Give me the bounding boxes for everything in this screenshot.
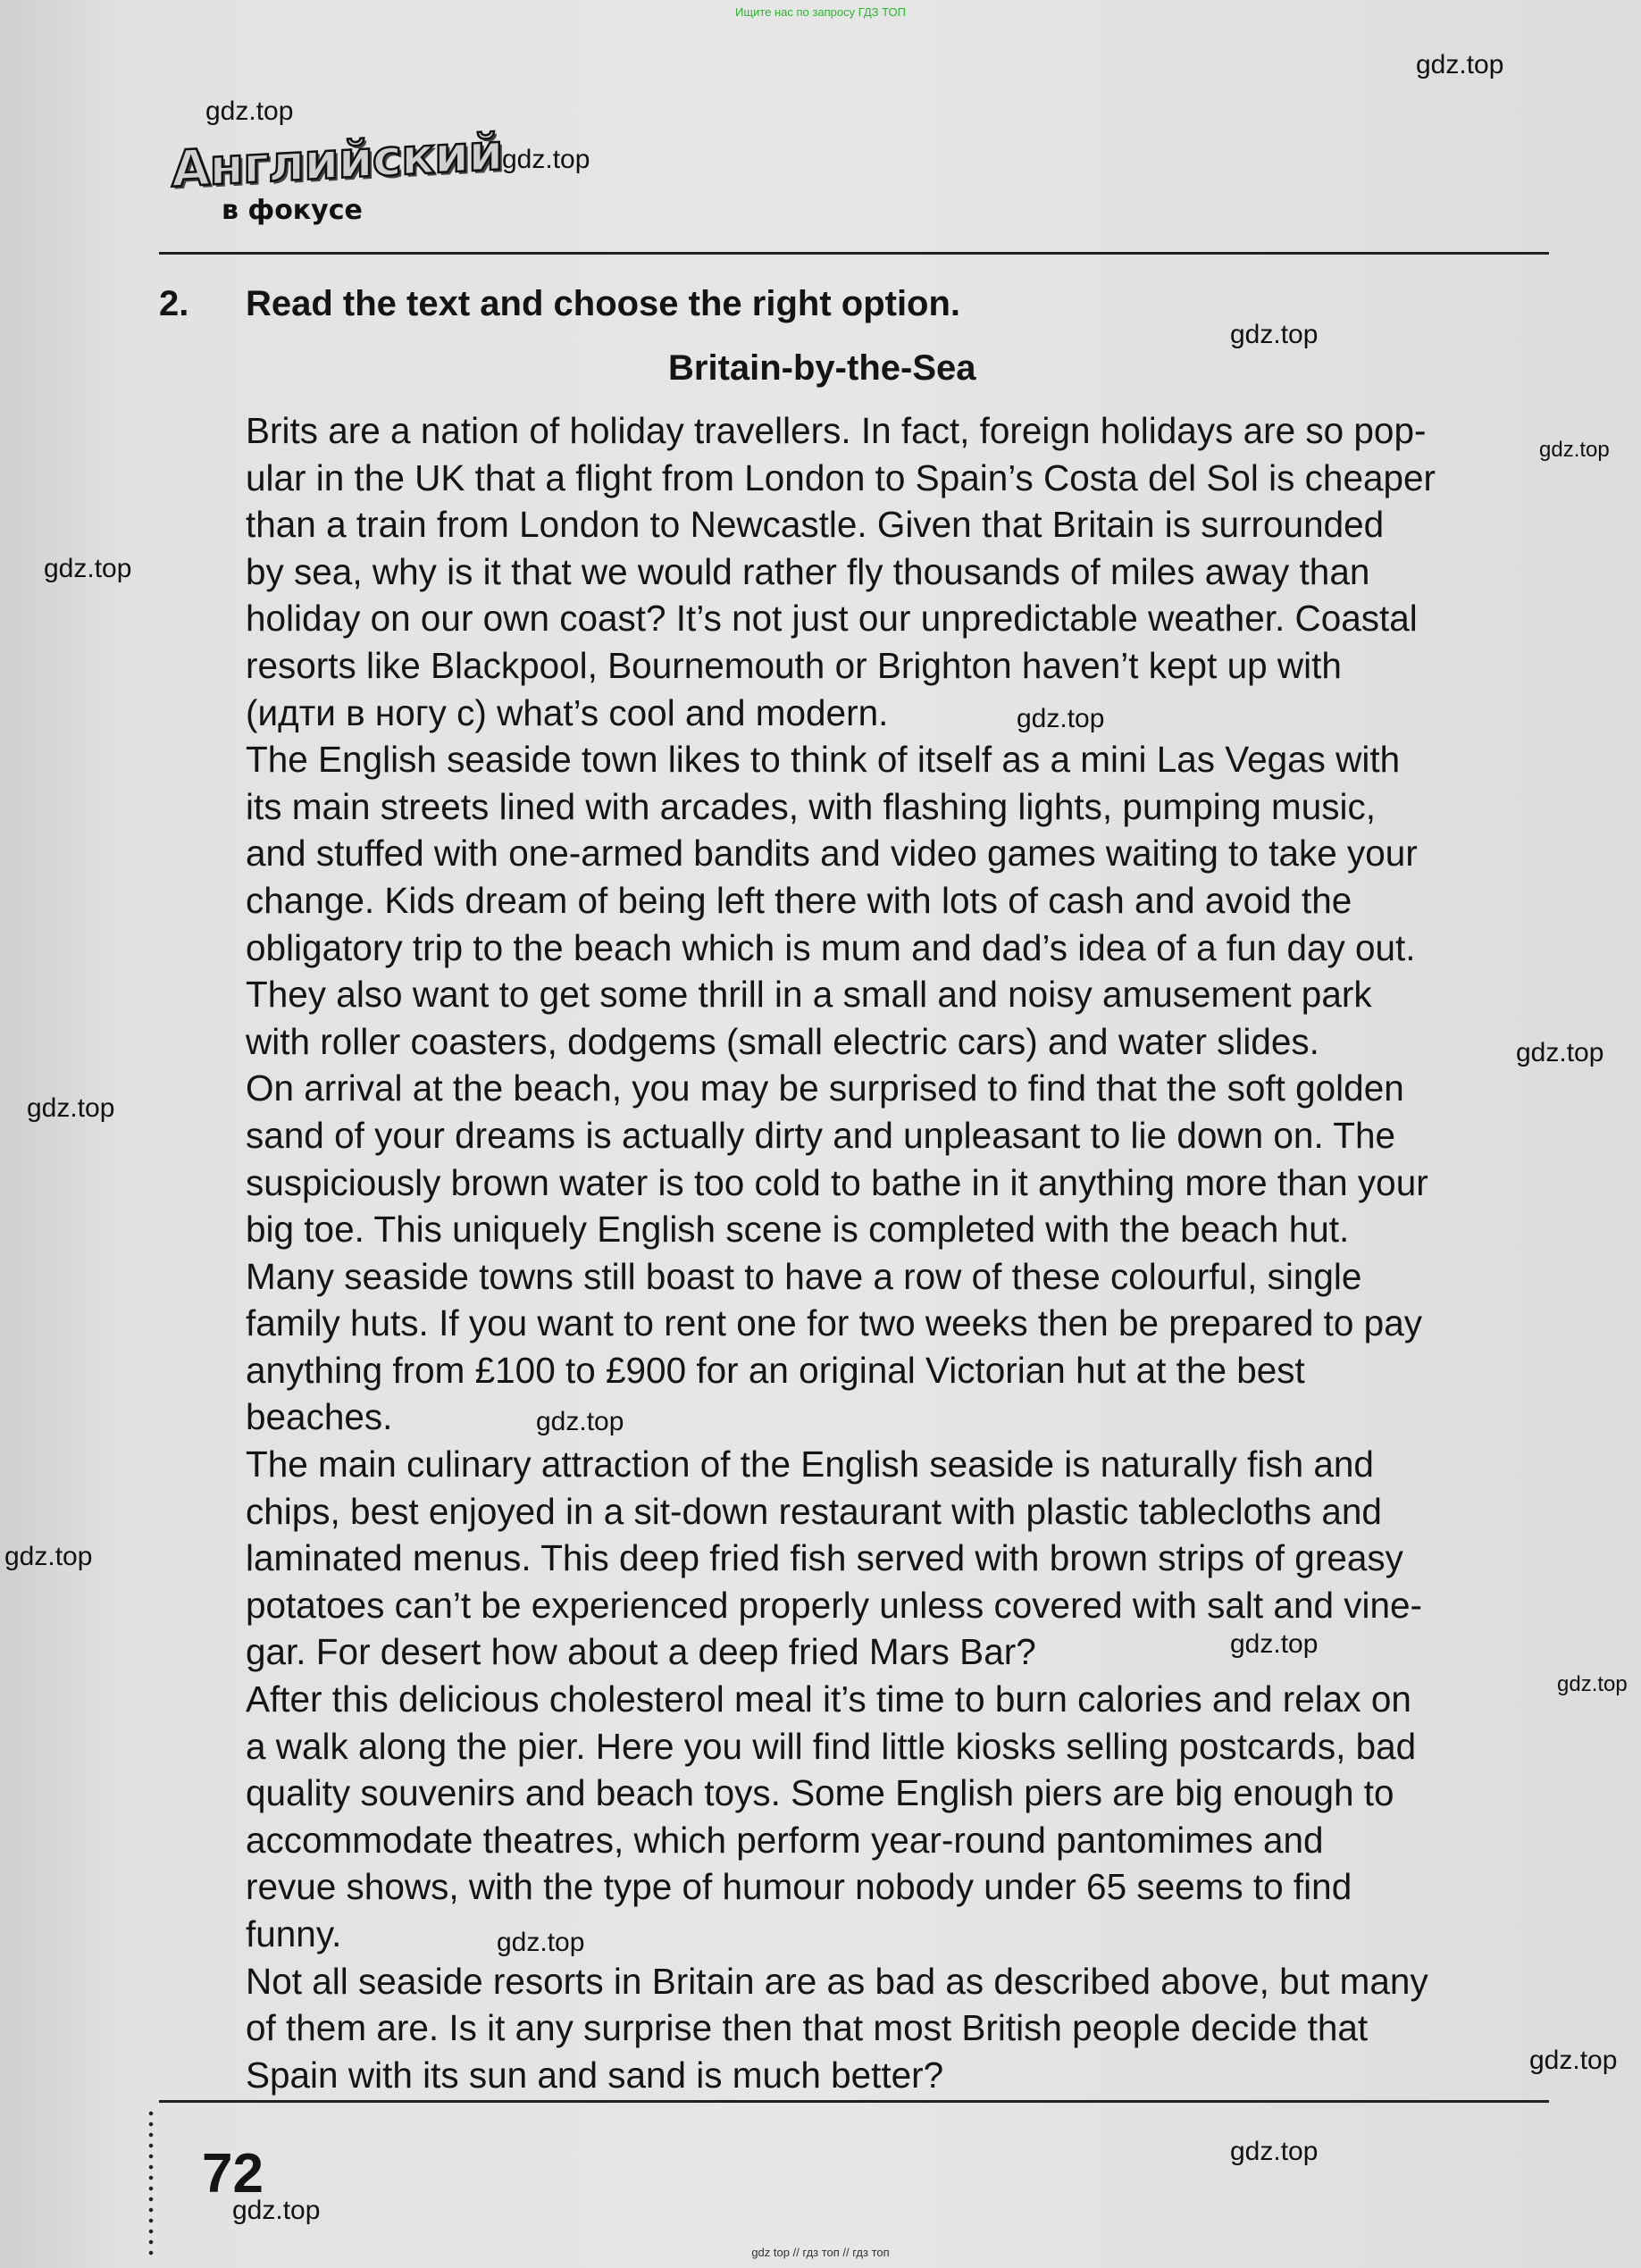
text-line: The main culinary attraction of the English seaside is naturally fish and <box>246 1444 1374 1485</box>
text-line: change. Kids dream of being left there with lots of cash and avoid the <box>246 879 1352 921</box>
text-line: sand of your dreams is actually dirty and unpleasant to lie down on. The <box>246 1114 1396 1156</box>
text-line: holiday on our own coast? It’s not just our unpredictable weather. Coastal <box>246 598 1418 640</box>
watermark: gdz.top <box>497 1928 585 1957</box>
text-line: Not all seaside resorts in Britain are as bad as described above, but many <box>246 1960 1428 2002</box>
text-line: ular in the UK that a flight from London to Spain’s Costa del Sol is cheaper <box>246 456 1436 498</box>
watermark: gdz.top <box>4 1542 93 1571</box>
text-line: accommodate theatres, which perform year-round pantomimes and <box>246 1819 1324 1861</box>
page-number: 72 <box>202 2143 264 2205</box>
text-line: laminated menus. This deep fried fish served with brown strips of greasy <box>246 1537 1403 1579</box>
top-banner: Ищите нас по запросу ГДЗ ТОП <box>735 5 906 19</box>
text-line: The English seaside town likes to think of itself as a mini Las Vegas with <box>246 739 1401 781</box>
text-line: suspiciously brown water is too cold to bathe in it anything more than your <box>246 1161 1428 1203</box>
watermark: gdz.top <box>205 96 294 126</box>
text-line: and stuffed with one-armed bandits and video games waiting to take your <box>246 833 1418 875</box>
text-line: a walk along the pier. Here you will find little kiosks selling postcards, bad <box>246 1725 1417 1767</box>
text-line: by sea, why is it that we would rather fly thousands of miles away than <box>246 550 1370 592</box>
watermark: gdz.top <box>1416 50 1504 80</box>
text-line: funny. <box>246 1913 342 1954</box>
footer-rule <box>159 2100 1549 2103</box>
text-line: big toe. This uniquely English scene is completed with the beach hut. <box>246 1209 1350 1251</box>
text-line: resorts like Blackpool, Bournemouth or Brighton haven’t kept up with <box>246 644 1342 686</box>
text-line: Brits are a nation of holiday travellers. In fact, foreign holidays are so pop- <box>246 410 1427 451</box>
logo-title: Английский <box>172 123 503 199</box>
text-line: Spain with its sun and sand is much better? <box>246 2054 944 2096</box>
text-line: Many seaside towns still boast to have a row of these colourful, single <box>246 1255 1362 1297</box>
watermark: gdz.top <box>27 1093 115 1123</box>
text-line: obligatory trip to the beach which is mum and dad’s idea of a fun day out. <box>246 926 1416 968</box>
text-line: chips, best enjoyed in a sit-down restaurant with plastic tablecloths and <box>246 1490 1382 1532</box>
text-line: than a train from London to Newcastle. Given that Britain is surrounded <box>246 504 1385 546</box>
exercise-instruction: Read the text and choose the right option. <box>246 284 961 323</box>
watermark: gdz.top <box>1539 438 1610 462</box>
text-line: with roller coasters, dodgems (small electric cars) and water slides. <box>246 1020 1319 1062</box>
text-line: its main streets lined with arcades, with flashing lights, pumping music, <box>246 785 1377 827</box>
watermark: gdz.top <box>502 145 590 174</box>
text-line: (идти в ногу с) what’s cool and modern. <box>246 691 889 733</box>
dotted-margin <box>148 2108 154 2260</box>
watermark: gdz.top <box>44 554 132 583</box>
watermark: gdz.top <box>1230 2137 1319 2166</box>
text-line: They also want to get some thrill in a small and noisy amusement park <box>246 974 1372 1016</box>
text-line: of them are. Is it any surprise then that most British people decide that <box>246 2007 1369 2049</box>
text-line: After this delicious cholesterol meal it’s time to burn calories and relax on <box>246 1678 1411 1720</box>
text-line: revue shows, with the type of humour nobody under 65 seems to find <box>246 1866 1352 1908</box>
text-line: gar. For desert how about a deep fried Mars Bar? <box>246 1631 1036 1673</box>
bottom-banner: gdz top // гдз топ // гдз топ <box>751 2246 890 2259</box>
text-line: beaches. <box>246 1396 393 1438</box>
text-line: On arrival at the beach, you may be surprised to find that the soft golden <box>246 1067 1404 1109</box>
text-line: family huts. If you want to rent one for two weeks then be prepared to pay <box>246 1302 1422 1344</box>
watermark: gdz.top <box>1017 704 1105 733</box>
watermark: gdz.top <box>1557 1672 1628 1696</box>
watermark: gdz.top <box>1230 320 1319 349</box>
logo-subtitle: в фокусе <box>222 195 363 226</box>
watermark: gdz.top <box>1230 1629 1319 1659</box>
text-line: quality souvenirs and beach toys. Some English piers are big enough to <box>246 1772 1394 1814</box>
text-line: anything from £100 to £900 for an original Victorian hut at the best <box>246 1349 1305 1391</box>
article-body <box>246 407 1550 2098</box>
watermark: gdz.top <box>1529 2046 1618 2075</box>
watermark: gdz.top <box>1516 1038 1604 1067</box>
text-title: Britain-by-the-Sea <box>668 348 976 388</box>
text-line: potatoes can’t be experienced properly unless covered with salt and vine- <box>246 1584 1423 1626</box>
watermark: gdz.top <box>536 1407 624 1436</box>
watermark: gdz.top <box>232 2196 321 2225</box>
exercise-number: 2. <box>159 284 189 323</box>
header-rule <box>159 252 1549 255</box>
